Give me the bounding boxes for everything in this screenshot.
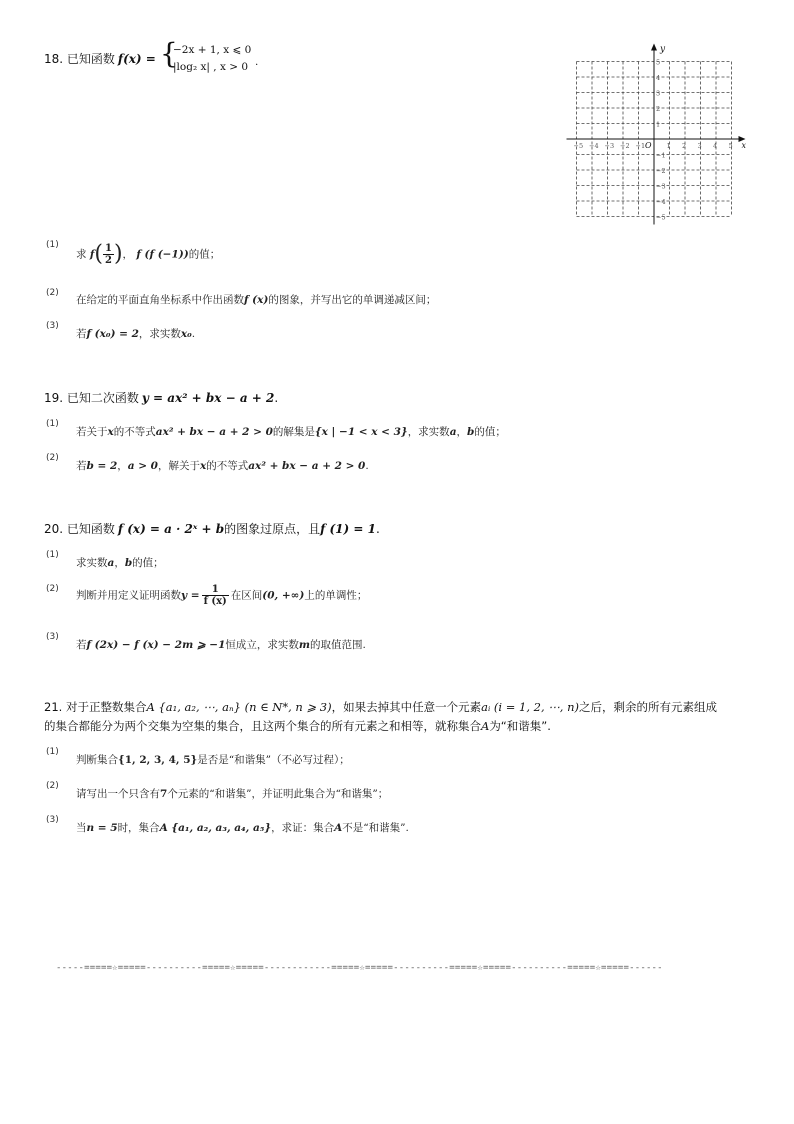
q21-part2-number: (2) bbox=[46, 781, 59, 791]
q20-title bbox=[44, 520, 380, 537]
q21-part3-m2: A {a₁, a₂, a₃, a₄, a₅} bbox=[159, 822, 272, 834]
page-divider: -----=====☆=====----------=====☆=====------------=====☆=====----------=====☆=====----------=====☆=====------ bbox=[56, 963, 663, 973]
q19-part1-m4: a bbox=[449, 426, 457, 438]
y-tick-label: −5 bbox=[656, 213, 666, 222]
q20-part1-number: (1) bbox=[46, 550, 59, 560]
x-tick-label: −3 bbox=[604, 142, 615, 150]
y-axis-label: y bbox=[660, 44, 666, 55]
q21-part3-t1: 时，集合 bbox=[117, 822, 160, 834]
q19-part1 bbox=[76, 424, 506, 439]
q18-part1-pre: 求 bbox=[76, 248, 87, 261]
q19-part2-t2: ，解关于 bbox=[157, 460, 200, 472]
q21-part3-m3: A bbox=[334, 822, 343, 834]
q21-line2-b: 为“和谐集”. bbox=[489, 719, 551, 733]
q19-part2-m1: b = 2 bbox=[86, 460, 118, 472]
q21-line2 bbox=[44, 718, 551, 734]
q18-part2 bbox=[76, 292, 436, 307]
q18-part1-f: f bbox=[89, 248, 95, 261]
piecewise-brace: { bbox=[160, 37, 178, 70]
y-axis-arrow bbox=[651, 44, 657, 51]
q21-part3-number: (3) bbox=[46, 815, 59, 825]
q21-line1-b: ，如果去掉其中任意一个元素 bbox=[331, 700, 482, 714]
q18-piece-1: −2x + 1, x ⩽ 0 bbox=[173, 44, 252, 56]
y-tick-label: 2 bbox=[656, 105, 661, 113]
q20-part3 bbox=[76, 637, 366, 652]
y-tick-label: 4 bbox=[656, 74, 661, 82]
q18-part3-pre: 若 bbox=[76, 328, 87, 340]
q20-part1-t0: 求实数 bbox=[76, 557, 108, 569]
x-tick-label: −2 bbox=[620, 142, 630, 150]
fraction-denominator: 2 bbox=[104, 255, 112, 266]
q20-part2-t2: 上的单调性； bbox=[304, 589, 368, 602]
q21-line1-m1: A {a₁, a₂, ⋯, aₙ} (n ∈ N*, n ⩾ 3) bbox=[146, 700, 332, 714]
x-tick-label: 2 bbox=[682, 142, 687, 150]
q21-part3-m1: n = 5 bbox=[86, 822, 118, 834]
q20-part3-number: (3) bbox=[46, 632, 59, 642]
q18-part3-number: (3) bbox=[46, 321, 59, 331]
q20-part2-fraction bbox=[202, 584, 229, 607]
q20-title-text: 20. 已知函数 bbox=[44, 522, 115, 536]
q20-part1-m1: a bbox=[107, 557, 115, 569]
q19-part1-number: (1) bbox=[46, 419, 59, 429]
q19-end: . bbox=[274, 391, 279, 405]
coordinate-grid bbox=[573, 40, 754, 224]
q19-part2-m4: ax² + bx − a + 2 > 0 bbox=[248, 460, 366, 472]
q20-part2-m1: y = bbox=[181, 589, 200, 602]
q18-part1: 求 f( $\frac{1}{2}$ )， f (f (−1))的值； bbox=[76, 241, 221, 267]
q21-line1-m2: aᵢ (i = 1, 2, ⋯, n) bbox=[481, 700, 579, 714]
q21-part2-m1: 7 bbox=[160, 788, 168, 800]
q19-title-text: 19. 已知二次函数 bbox=[44, 391, 139, 405]
q18-part3-math2: x₀ bbox=[180, 328, 192, 340]
x-tick-label: 5 bbox=[728, 142, 733, 150]
q20-mid: 的图象过原点，且 bbox=[224, 522, 321, 536]
q20-cond: f (1) = 1 bbox=[320, 522, 376, 536]
q18-part1-fraction bbox=[103, 243, 114, 266]
tick-labels bbox=[574, 45, 747, 222]
fraction-numerator: 1 bbox=[104, 243, 112, 254]
q20-part1-t2: 的值； bbox=[132, 557, 164, 569]
q20-part3-m2: m bbox=[298, 639, 311, 651]
q18-title-text: 18. 已知函数 bbox=[44, 52, 115, 66]
q19-part2 bbox=[76, 458, 369, 473]
y-tick-label: −2 bbox=[656, 167, 666, 175]
q19-part2-number: (2) bbox=[46, 453, 59, 463]
q20-part1 bbox=[76, 555, 164, 570]
q21-part3-t3: 不是“和谐集”. bbox=[342, 822, 409, 834]
x-tick-label: −1 bbox=[635, 142, 646, 150]
q19-part1-t2: 的解集是 bbox=[272, 426, 315, 438]
q21-part3-t0: 当 bbox=[76, 822, 87, 834]
q21-line2-m: A bbox=[481, 719, 490, 733]
q20-part2 bbox=[76, 584, 367, 607]
q19-func: y = ax² + bx − a + 2 bbox=[141, 391, 275, 405]
q20-part1-t1: ， bbox=[114, 557, 125, 569]
q18-func-lhs: f(x) = bbox=[117, 52, 156, 66]
q18-end: . bbox=[255, 56, 259, 68]
x-axis-label: x bbox=[741, 141, 747, 150]
q20-part3-t1: 恒成立，求实数 bbox=[225, 639, 299, 651]
q20-part2-t1: 在区间 bbox=[230, 589, 263, 602]
y-tick-label: 1 bbox=[656, 120, 661, 129]
q21-line1-a: 21. 对于正整数集合 bbox=[44, 700, 147, 714]
q21-part1-number: (1) bbox=[46, 747, 59, 757]
origin-label: O bbox=[645, 141, 652, 150]
q19-part2-m2: a > 0 bbox=[127, 460, 158, 472]
q19-part1-m2: ax² + bx − a + 2 > 0 bbox=[155, 426, 273, 438]
q20-part2-number: (2) bbox=[46, 584, 59, 594]
q18-part1-ffm1: f (f (−1)) bbox=[136, 248, 189, 261]
q19-part1-m5: b bbox=[467, 426, 475, 438]
q18-part1-number: (1) bbox=[46, 240, 59, 250]
y-tick-label: −1 bbox=[656, 151, 666, 160]
q19-part1-m1: x bbox=[107, 426, 114, 438]
q21-part2 bbox=[76, 786, 388, 801]
q18-part1-mid: ， bbox=[122, 248, 134, 261]
x-tick-label: −5 bbox=[573, 142, 584, 150]
q18-piece-2: |log₂ x| , x > 0 bbox=[173, 61, 249, 73]
q20-part3-m1: f (2x) − f (x) − 2m ⩾ −1 bbox=[86, 639, 226, 651]
q18-part2-post: 的图象，并写出它的单调递减区间； bbox=[268, 294, 437, 306]
q21-line1 bbox=[44, 699, 717, 715]
q20-part2-m2: (0, +∞) bbox=[262, 589, 305, 602]
y-tick-label: −4 bbox=[656, 198, 666, 206]
q20-part3-t0: 若 bbox=[76, 639, 87, 651]
q19-title bbox=[44, 389, 278, 406]
q21-line1-c: 之后，剩余的所有元素组成 bbox=[579, 700, 717, 714]
q18-part1-post: 的值； bbox=[188, 248, 221, 261]
q18-part2-math: f (x) bbox=[244, 294, 269, 306]
q19-part2-t1: ， bbox=[117, 460, 128, 472]
q19-part1-t3: ，求实数 bbox=[407, 426, 450, 438]
q20-end: . bbox=[375, 522, 380, 536]
x-tick-label: −4 bbox=[589, 142, 599, 150]
q21-part1-t1: 是否是“和谐集”（不必写过程）； bbox=[197, 754, 350, 766]
q18-part3-math: f (x₀) = 2 bbox=[86, 328, 139, 340]
q19-part2-m3: x bbox=[199, 460, 207, 472]
q19-part1-t0: 若关于 bbox=[76, 426, 108, 438]
q21-part1-m1: {1, 2, 3, 4, 5} bbox=[118, 754, 198, 766]
q21-part2-t0: 请写出一个只含有 bbox=[76, 788, 160, 800]
q20-part1-m2: b bbox=[124, 557, 133, 569]
q19-part1-t4: ， bbox=[456, 426, 467, 438]
q19-part1-t5: 的值； bbox=[474, 426, 506, 438]
x-tick-label: 3 bbox=[697, 142, 702, 150]
q19-part2-t4: . bbox=[365, 460, 369, 472]
q18-part3 bbox=[76, 326, 195, 341]
q18-part2-number: (2) bbox=[46, 288, 59, 298]
y-tick-label: 3 bbox=[656, 89, 661, 98]
x-tick-label: 4 bbox=[713, 142, 718, 150]
x-tick-label: 1 bbox=[666, 142, 671, 150]
q18-title bbox=[44, 50, 156, 67]
q21-part1 bbox=[76, 752, 350, 767]
q19-part1-t1: 的不等式 bbox=[113, 426, 156, 438]
q18-part2-pre: 在给定的平面直角坐标系中作出函数 bbox=[76, 294, 244, 306]
q18-part3-mid: ，求实数 bbox=[138, 328, 181, 340]
fraction-denominator: f (x) bbox=[203, 596, 227, 607]
q19-part1-m3: {x | −1 < x < 3} bbox=[314, 426, 408, 438]
y-tick-label: −3 bbox=[656, 182, 666, 191]
q20-func: f (x) = a · 2ˣ + b bbox=[117, 522, 225, 536]
q21-part1-t0: 判断集合 bbox=[76, 754, 118, 766]
q19-part2-t0: 若 bbox=[76, 460, 87, 472]
q20-part2-t0: 判断并用定义证明函数 bbox=[76, 589, 181, 602]
q21-part3 bbox=[76, 820, 409, 835]
q20-part3-t2: 的取值范围. bbox=[310, 639, 366, 651]
fraction-numerator: 1 bbox=[202, 584, 229, 596]
q21-part2-t1: 个元素的“和谐集”，并证明此集合为“和谐集”； bbox=[167, 788, 389, 800]
q18-part3-post: . bbox=[191, 328, 196, 340]
q21-part3-t2: ，求证：集合 bbox=[271, 822, 335, 834]
y-tick-label: 5 bbox=[656, 58, 661, 67]
q19-part2-t3: 的不等式 bbox=[206, 460, 249, 472]
q21-line2-a: 的集合都能分为两个交集为空集的集合，且这两个集合的所有元素之和相等，就称集合 bbox=[44, 719, 481, 733]
